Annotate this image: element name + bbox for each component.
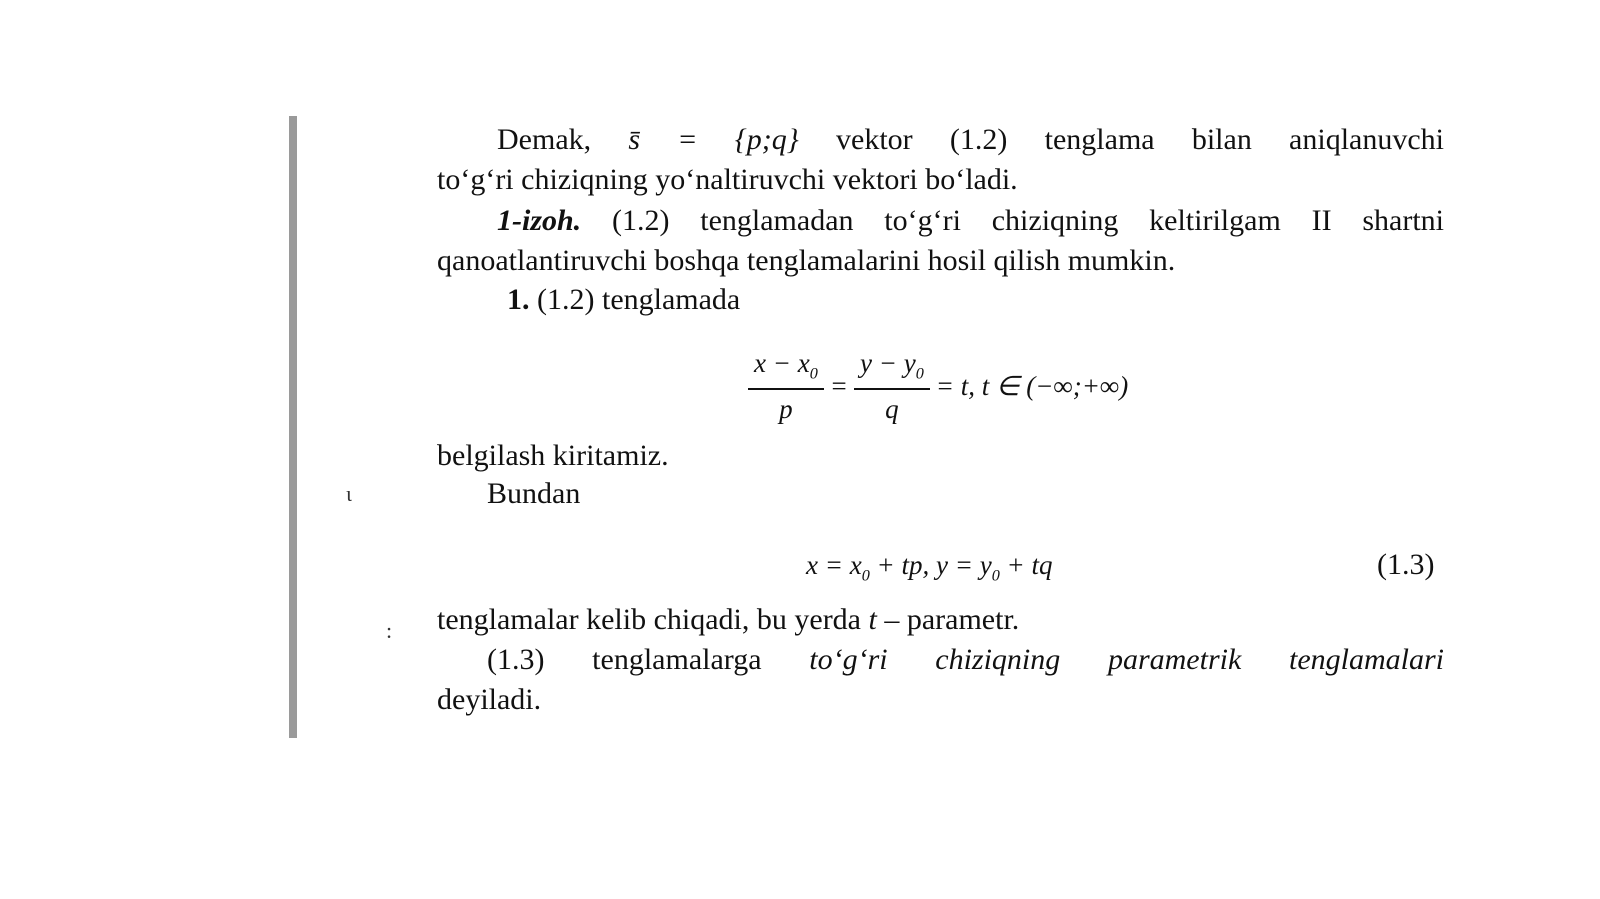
fraction-x-numerator bbox=[748, 350, 824, 390]
fraction-y-numerator bbox=[854, 350, 930, 390]
paragraph-7-line-1 bbox=[437, 640, 1444, 680]
item-number: 1. bbox=[507, 283, 530, 316]
paragraph-2 bbox=[437, 201, 1444, 281]
formula-2-subscript-2: 0 bbox=[991, 566, 1000, 585]
fraction-x-subscript: 0 bbox=[809, 364, 818, 383]
paragraph-3 bbox=[437, 280, 1444, 320]
fraction-y-subscript: 0 bbox=[915, 364, 924, 383]
fraction-y-denominator: q bbox=[885, 393, 899, 424]
paragraph-6-text-after: – parametr. bbox=[876, 603, 1020, 636]
paragraph-2-line-1-rest: (1.2) tenglamadan to‘g‘ri chiziqning keltirilgam II shartni bbox=[611, 204, 1444, 237]
paragraph-7-line-2: deyiladi. bbox=[437, 683, 542, 716]
paragraph-7-line-1-start: (1.3) tenglamalarga bbox=[487, 643, 762, 676]
paragraph-2-line-1 bbox=[437, 201, 1444, 241]
formula-parametric bbox=[806, 550, 1053, 585]
demak-word: Demak, bbox=[497, 123, 592, 156]
formula-2-subscript-1: 0 bbox=[861, 566, 870, 585]
remark-label: 1-izoh. bbox=[497, 204, 582, 237]
paragraph-4: belgilash kiritamiz. bbox=[437, 439, 669, 472]
formula-2-part-1: x = x bbox=[806, 550, 862, 580]
paragraph-1-line-1 bbox=[437, 120, 1444, 160]
paragraph-7 bbox=[437, 640, 1444, 720]
equation-number: (1.3) bbox=[1377, 548, 1435, 581]
stray-mark: ɩ bbox=[346, 481, 352, 506]
defined-term: to‘g‘ri chiziqning parametrik tenglamalari bbox=[809, 643, 1444, 676]
formula-2-part-3: + tq bbox=[999, 550, 1053, 580]
vector-s-definition: s̄ = {p;q} bbox=[628, 123, 799, 156]
fraction-y bbox=[854, 350, 930, 423]
equals-sign: = bbox=[829, 370, 849, 401]
fraction-y-numerator-text: y − y bbox=[860, 348, 916, 378]
parameter-variable: t bbox=[868, 603, 877, 636]
formula-2-part-2: + tp, y = y bbox=[869, 550, 992, 580]
paragraph-5: Bundan bbox=[487, 477, 581, 510]
paragraph-2-line-2: qanoatlantiruvchi boshqa tenglamalarini hosil qilish mumkin. bbox=[437, 244, 1176, 277]
paragraph-6-text-before: tenglamalar kelib chiqadi, bu yerda bbox=[437, 603, 869, 636]
formula-1-tail: = t, t ∈ (−∞;+∞) bbox=[935, 370, 1129, 401]
paragraph-6 bbox=[437, 600, 1444, 640]
paragraph-3-text: (1.2) tenglamada bbox=[537, 283, 741, 316]
formula-canonical-parametric bbox=[748, 350, 1128, 423]
fraction-x-denominator: p bbox=[779, 393, 793, 424]
paragraph-1-line-1-rest: vektor (1.2) tenglama bilan aniqlanuvchi bbox=[836, 123, 1445, 156]
fraction-x-numerator-text: x − x bbox=[754, 348, 810, 378]
margin-bar bbox=[289, 116, 297, 738]
paragraph-1-line-2: to‘g‘ri chiziqning yo‘naltiruvchi vektori bo‘ladi. bbox=[437, 163, 1018, 196]
paragraph-1 bbox=[437, 120, 1444, 200]
fraction-x bbox=[748, 350, 824, 423]
stray-mark: : bbox=[386, 618, 393, 643]
